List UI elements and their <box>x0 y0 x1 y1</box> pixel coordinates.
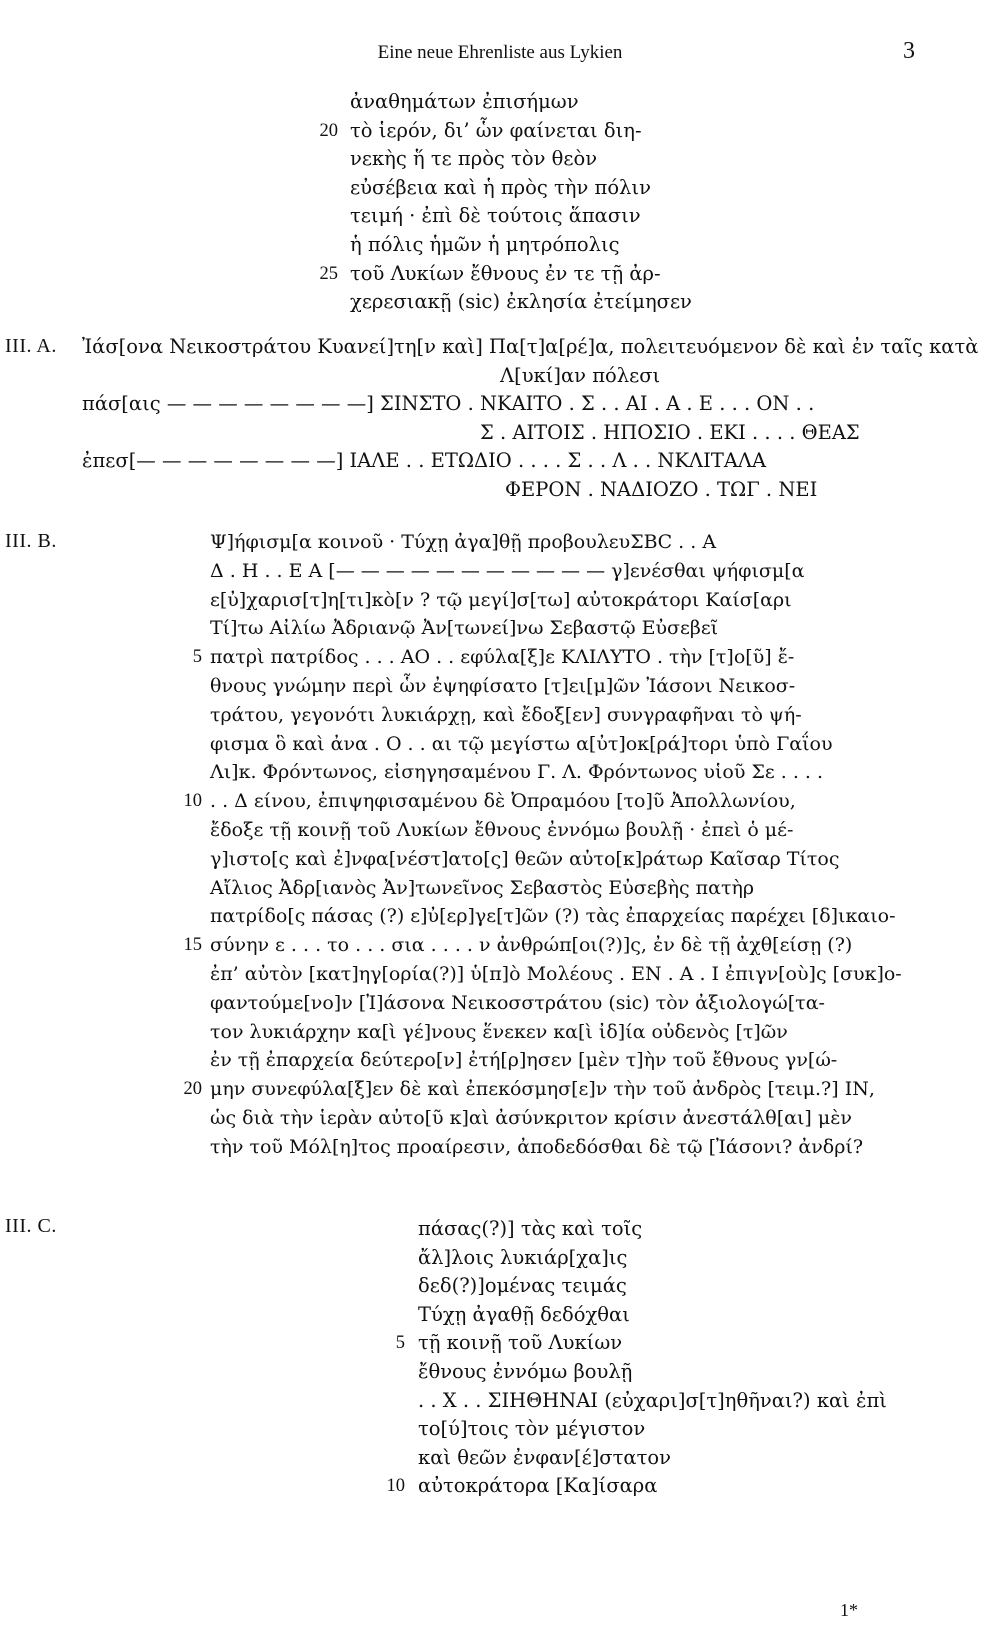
page-header <box>0 38 1000 68</box>
line-text: δεδ(?)]ομένας τειμάς <box>418 1274 627 1298</box>
line-text: Αἴλιος Ἀδρ[ιανὸς Ἀν]τωνεῖνος Σεβαστὸς Εὐσεβὴς πατὴρ <box>210 876 755 899</box>
line-text: γ]ιστο[ς καὶ ἐ]νφα[νέστ]ατο[ς] θεῶν αὐτο[κ]ράτωρ Καῖσαρ Τίτος <box>210 847 840 870</box>
running-title: Eine neue Ehrenliste aus Lykien <box>377 42 623 63</box>
line-text: πάσας(?)] τὰς καὶ τοῖς <box>418 1217 643 1240</box>
text-line <box>0 476 1000 504</box>
text-line <box>0 1244 1000 1272</box>
text-line <box>0 447 1000 475</box>
line-text: μην συνεφύλα[ξ]εν δὲ καὶ ἐπεκόσμησ[ε]ν τὴν τοῦ ἀνδρὸς [τειμ.?] ΙΝ, <box>210 1078 875 1101</box>
line-text: Λ[υκί]αν πόλεσι <box>500 363 661 387</box>
text-line <box>0 845 1000 873</box>
line-text: τειμή · ἐπὶ δὲ τούτοις ἅπασιν <box>350 204 641 228</box>
line-text: χερεσιακῇ (sic) ἐκλησία ἐτείμησεν <box>350 290 692 314</box>
line-text: νεκὴς ἥ τε πρὸς τὸν θεὸν <box>350 147 598 171</box>
text-line <box>0 231 1000 259</box>
line-text: Λι]κ. Φρόντωνος, εἰσηγησαμένου Γ. Λ. Φρόντωνος υἱοῦ Σε . . . . <box>210 761 824 784</box>
line-text: ὡς διὰ τὴν ἱερὰν αὐτο[ῦ κ]αὶ ἀσύνκριτον κρίσιν ἀνεστάλθ[αι] μὲν <box>210 1107 852 1129</box>
text-line <box>0 586 1000 614</box>
line-text: ἡ πόλις ἡμῶν ἡ μητρόπολις <box>350 233 620 256</box>
line-text: Ψ]ήφισμ[α κοινοῦ · Τύχῃ ἀγα]θῇ προβουλευΣΒC . . Α <box>210 531 717 553</box>
text-line <box>0 1358 1000 1386</box>
line-text: ἐπ’ αὐτὸν [κατ]ηγ[ορία(?)] ὑ[π]ὸ Μολέους . ΕΝ . Α . Ι ἐπιγν[οὺ]ς [συκ]ο- <box>210 963 902 985</box>
line-text: ἐν τῇ ἐπαρχεία δεύτερο[ν] ἐτή[ρ]ησεν [μὲν τ]ὴν τοῦ ἔθνους γν[ώ- <box>210 1049 838 1072</box>
text-line <box>0 1104 1000 1132</box>
line-text: τράτου, γεγονότι λυκιάρχῃ, καὶ ἔδοξ[εν] συνγραφῆναι τὸ ψή- <box>210 703 802 726</box>
line-text: Δ . Η . . Ε Α [— — — — — — — — — — — γ]ενέσθαι ψήφισμ[α <box>210 559 805 582</box>
text-line <box>0 333 1000 361</box>
line-text: εὐσέβεια καὶ ἡ πρὸς τὴν πόλιν <box>350 175 651 199</box>
text-line <box>0 557 1000 585</box>
line-text: πατρὶ πατρίδος . . . ΑΟ . . εφύλα[ξ]ε ΚΛΙΛΥΤΟ . τὴν [τ]ο[ῦ] ἔ- <box>210 646 795 669</box>
text-line <box>0 643 1000 671</box>
line-text: τοῦ Λυκίων ἔθνους ἐν τε τῇ ἀρ- <box>350 261 661 285</box>
line-text: Τύχῃ ἀγαθῇ δεδόχθαι <box>418 1302 630 1326</box>
text-line <box>0 1133 1000 1161</box>
section-label-a: III. A. <box>5 335 57 357</box>
line-text: το[ύ]τοις τὸν μέγιστον <box>418 1417 646 1441</box>
text-line <box>0 672 1000 700</box>
text-line <box>0 1272 1000 1300</box>
text-line <box>0 1215 1000 1243</box>
text-line <box>0 390 1000 418</box>
line-text: ΦΕΡΟΝ . ΝΑΔΙΟΖΟ . ΤΩΓ . ΝΕΙ <box>505 477 818 501</box>
text-line <box>0 174 1000 202</box>
text-line <box>0 288 1000 316</box>
text-line <box>0 419 1000 447</box>
text-line <box>0 1415 1000 1443</box>
text-line <box>0 1046 1000 1074</box>
line-text: τον λυκιάρχην κα[ὶ γέ]νους ἕνεκεν κα[ὶ ἰδ]ία οὐδενὸς [τ]ῶν <box>210 1020 788 1043</box>
text-line <box>0 787 1000 815</box>
text-line <box>0 1329 1000 1357</box>
line-text: φαντούμε[νο]ν [Ἰ]άσονα Νεικοσστράτου (sic) τὸν ἀξιολογώ[τα- <box>210 991 825 1014</box>
line-text: αὐτοκράτορα [Κα]ίσαρα <box>418 1474 658 1498</box>
line-text: Σ . ΑΙΤΟΙΣ . ΗΠΟΣΙΟ . ΕΚΙ . . . . ΘΕΑΣ <box>480 420 860 444</box>
line-number: 20 <box>319 120 338 141</box>
line-text: πατρίδο[ς πάσας (?) ε]ὐ[ερ]γε[τ]ῶν (?) τὰς ἐπαρχείας παρέχει [δ]ικαιο- <box>210 905 896 928</box>
text-line <box>0 1018 1000 1046</box>
line-text: τὴν τοῦ Μόλ[η]τος προαίρεσιν, ἀποδεδόσθαι δὲ τῷ [Ἰάσονι? ἀνδρί? <box>210 1135 864 1158</box>
signature-mark: 1* <box>840 1600 858 1620</box>
text-line <box>0 701 1000 729</box>
line-text: . . Χ . . ΣΙΗΘΗΝΑΙ (εὐχαρι]σ[τ]ηθῆναι?) καὶ ἐπὶ <box>418 1388 887 1412</box>
text-line <box>0 614 1000 642</box>
line-text: ἔδοξε τῇ κοινῇ τοῦ Λυκίων ἔθνους ἐννόμω βουλῇ · ἐπεὶ ὁ μέ- <box>210 819 794 841</box>
line-text: πάσ[αις — — — — — — — —] ΣΙΝΣΤΟ . ΝΚΑΙΤΟ . Σ . . ΑΙ . Α . Ε . . . ΟΝ . . <box>82 392 815 415</box>
line-text: τῇ κοινῇ τοῦ Λυκίων <box>418 1331 623 1355</box>
line-text: ἔθνους ἐννόμω βουλῇ <box>418 1360 633 1383</box>
line-number: 20 <box>183 1079 202 1100</box>
line-text: Ἰάσ[ονα Νεικοστράτου Κυανεί]τη[ν καὶ] Πα[τ]α[ρέ]α, πολειτευόμενον δὲ καὶ ἐν ταῖς κατὰ <box>82 335 979 358</box>
line-text: σύνην ε . . . το . . . σια . . . . ν ἀνθρώπ[οι(?)]ς, ἐν δὲ τῇ ἀχθ[είσῃ (?) <box>210 934 853 957</box>
text-line <box>0 758 1000 786</box>
text-line <box>0 989 1000 1017</box>
line-number: 25 <box>319 263 338 284</box>
text-line <box>0 1387 1000 1415</box>
section-label-c: III. C. <box>5 1215 57 1237</box>
line-text: ἄλ]λοις λυκιάρ[χα]ις <box>418 1245 628 1269</box>
text-line <box>0 902 1000 930</box>
text-line <box>0 816 1000 844</box>
text-line <box>0 1444 1000 1472</box>
line-text: τὸ ἱερόν, δι’ ὧν φαίνεται διη- <box>350 118 642 142</box>
text-line <box>0 730 1000 758</box>
text-line <box>0 1075 1000 1103</box>
text-line <box>0 362 1000 390</box>
text-line <box>0 528 1000 556</box>
text-line <box>0 88 1000 116</box>
text-line <box>0 117 1000 145</box>
section-label-b: III. B. <box>5 530 57 552</box>
line-text: ε[ὐ]χαρισ[τ]η[τι]κὸ[ν ? τῷ μεγί]σ[τω] αὐτοκράτορι Καίσ[αρι <box>210 588 792 611</box>
line-text: ἐπεσ[— — — — — — — —] ΙΑΛΕ . . ΕΤΩΔΙΟ . . . . Σ . . Λ . . ΝΚΛΙΤΑΛΑ <box>82 449 767 472</box>
line-text: φισμα ὃ καὶ ἀνα . Ο . . αι τῷ μεγίστω α[ὐτ]οκ[ρά]τορι ὑπὸ Γαΐου <box>210 732 833 755</box>
line-number: 15 <box>183 935 202 956</box>
line-number: 5 <box>395 1333 405 1354</box>
text-line <box>0 1472 1000 1500</box>
line-number: 5 <box>192 647 202 668</box>
text-line <box>0 874 1000 902</box>
text-line <box>0 260 1000 288</box>
text-line <box>0 931 1000 959</box>
line-number: 10 <box>386 1476 405 1497</box>
text-line <box>0 960 1000 988</box>
line-number: 10 <box>183 791 202 812</box>
line-text: θνους γνώμην περὶ ὧν ἐψηφίσατο [τ]ει[μ]ῶν Ἰάσονι Νεικοσ- <box>210 675 796 697</box>
line-text: . . Δ είνου, ἐπιψηφισαμένου δὲ Ὀπραμόου [το]ῦ Ἀπολλωνίου, <box>210 790 796 813</box>
text-line <box>0 145 1000 173</box>
line-text: καὶ θεῶν ἐνφαν[έ]στατον <box>418 1445 671 1469</box>
line-text: ἀναθημάτων ἐπισήμων <box>350 90 579 113</box>
line-text: Τί]τω Αἰλίω Ἀδριανῷ Ἀν[τωνεί]νω Σεβαστῷ Εὐσεβεῖ <box>210 617 719 640</box>
text-line <box>0 202 1000 230</box>
text-line <box>0 1301 1000 1329</box>
page-number: 3 <box>903 38 915 64</box>
